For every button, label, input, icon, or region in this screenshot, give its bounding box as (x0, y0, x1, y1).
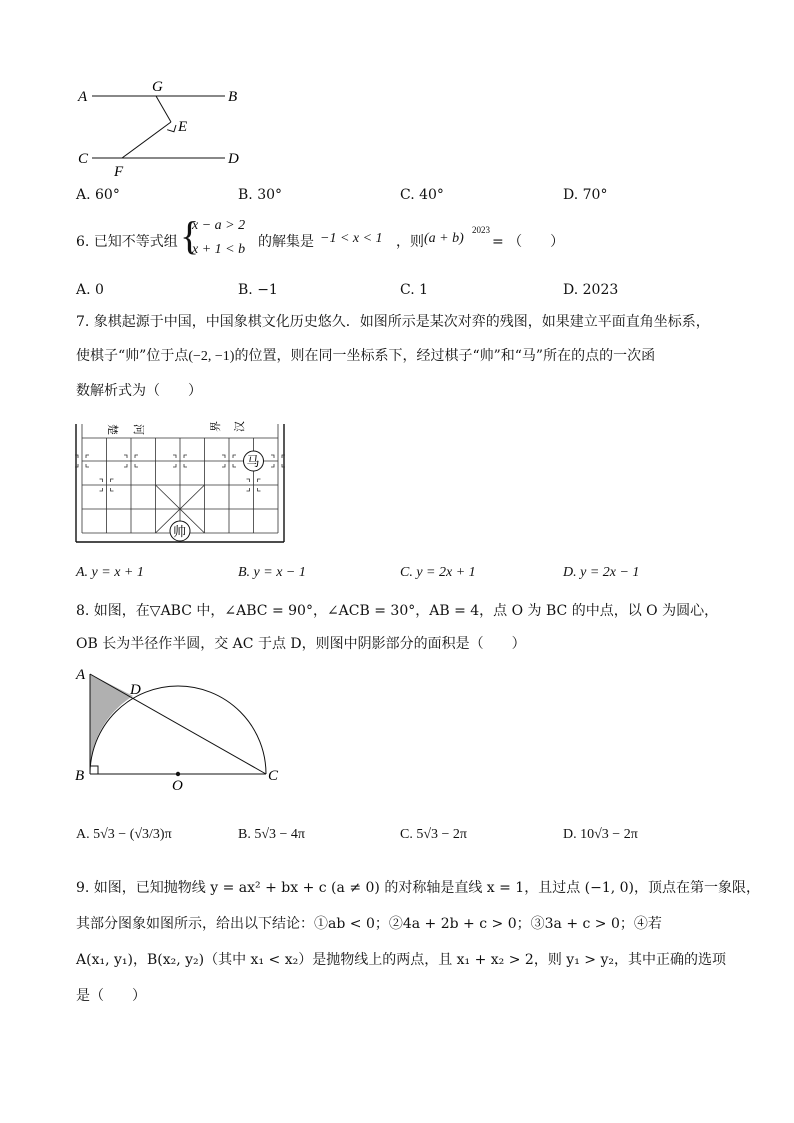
board-text-he: 河 (132, 424, 144, 435)
q6-lead: 6. 已知不等式组 (76, 234, 178, 250)
label-d: D (130, 682, 141, 698)
segment-ge (156, 96, 171, 122)
right-angle-mark (90, 766, 98, 774)
board-text-han: 汉 (234, 421, 246, 432)
q8-option-d[interactable]: D. 10√3 − 2π (563, 827, 638, 842)
q5-figure (70, 70, 270, 185)
q9-line-1: 9. 如图，已知抛物线 y = ax² + bx + c (a ≠ 0) 的对称轴是直线 x = 1，且过点 (−1, 0)，顶点在第一象限， (76, 880, 761, 896)
q6-range: −1 < x < 1 (320, 231, 383, 246)
q6-option-c[interactable]: C. 1 (400, 282, 429, 298)
label-a: A (78, 89, 88, 105)
label-b: B (228, 89, 238, 105)
q7-line-2b: 的位置，则在同一坐标系下，经过棋子“帅”和“马”所在的点的一次函 (234, 348, 656, 364)
q6-option-a[interactable]: A. 0 (76, 282, 104, 298)
label-f: F (114, 164, 124, 180)
q7-line-1: 7. 象棋起源于中国，中国象棋文化历史悠久．如图所示是某次对弈的残图，如果建立平面直角坐标系， (76, 314, 710, 330)
q5-option-c[interactable]: C. 40° (400, 187, 444, 203)
label-a: A (76, 667, 86, 683)
q7-option-b[interactable]: B. y = x − 1 (238, 565, 306, 580)
q8-option-c[interactable]: C. 5√3 − 2π (400, 827, 467, 842)
segment-ef (122, 122, 171, 158)
q6-inequality-2: x + 1 < b (192, 242, 246, 257)
q6-mid: 的解集是 (258, 234, 314, 250)
label-g: G (152, 79, 163, 95)
q7-line-2a: 使棋子“帅”位于点 (76, 348, 189, 364)
shaded-region (90, 674, 133, 774)
q6-tail1: ，则 (396, 234, 424, 250)
label-b: B (75, 768, 85, 784)
q8-line-2: OB 长为半径作半圆，交 AC 于点 D，则图中阴影部分的面积是（ ） (76, 636, 526, 652)
center-o (176, 772, 180, 776)
q6-option-d[interactable]: D. 2023 (563, 282, 619, 298)
label-c: C (78, 151, 89, 167)
q7-option-a[interactable]: A. y = x + 1 (76, 565, 144, 580)
q7-option-d[interactable]: D. y = 2x − 1 (563, 565, 640, 580)
label-o: O (172, 778, 183, 794)
q6-expression: (a + b) (424, 231, 464, 246)
piece-shuai-label: 帅 (173, 524, 187, 539)
q5-option-d[interactable]: D. 70° (563, 187, 608, 203)
q5-option-a[interactable]: A. 60° (76, 187, 120, 203)
q5-option-b[interactable]: B. 30° (238, 187, 283, 203)
q6-tail2: = （ ） (492, 234, 565, 250)
q9-line-4: 是（ ） (76, 988, 146, 1004)
q7-point: (−2, −1) (188, 349, 235, 364)
q8-figure (70, 662, 300, 797)
q6-option-b[interactable]: B. −1 (238, 282, 278, 298)
label-e: E (178, 119, 188, 135)
piece-ma-label: 马 (246, 454, 260, 469)
board-text-jie: 界 (210, 421, 222, 432)
q8-line-1: 8. 如图，在▽ABC 中，∠ABC = 90°，∠ACB = 30°，AB = 4，点 O 为 BC 的中点，以 O 为圆心， (76, 603, 719, 619)
q7-option-c[interactable]: C. y = 2x + 1 (400, 565, 476, 580)
segment-ac (90, 674, 266, 774)
right-angle-mark (167, 125, 178, 134)
q9-line-3: A(x₁, y₁)，B(x₂, y₂)（其中 x₁ < x₂）是抛物线上的两点，且 x₁ + x₂ > 2，则 y₁ > y₂，其中正确的选项 (76, 952, 726, 968)
q7-chessboard (70, 418, 290, 548)
q6-inequality-1: x − a > 2 (192, 218, 246, 233)
q8-option-a[interactable]: A. 5√3 − (√3/3)π (76, 827, 172, 842)
q8-option-b[interactable]: B. 5√3 − 4π (238, 827, 305, 842)
board-text-chu: 楚 (106, 424, 118, 435)
label-c: C (268, 768, 279, 784)
q7-line-2 (76, 346, 655, 367)
q9-line-2: 其部分图象如图所示，给出以下结论：①ab < 0；②4a + 2b + c > 0；③3a + c > 0；④若 (76, 916, 662, 932)
q6-exponent: 2023 (472, 225, 490, 235)
q7-line-3: 数解析式为（ ） (76, 383, 202, 399)
label-d: D (228, 151, 239, 167)
q6-brace: { (180, 213, 200, 258)
